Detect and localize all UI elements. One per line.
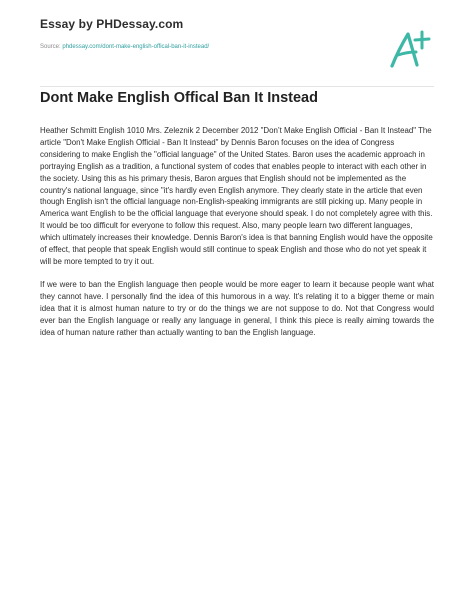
header-divider	[40, 86, 434, 87]
essay-paragraph-2: If we were to ban the English language then people would be more eager to learn it because people want what they cannot have. I personally find the idea of this humorous in a way. It's relating it to a bigger theme or main idea that it is almost human nature to try or do the things we are not suppose to do. Not that Congress would ever ban the English language or really any language in general, I think this piece is really aiming towards the idea of human nature rather than actually wanting to ban the English language.	[40, 279, 434, 337]
source-line	[40, 44, 434, 50]
site-title[interactable]: Essay by PHDessay.com	[40, 17, 184, 31]
document-title: Dont Make English Offical Ban It Instead	[40, 90, 318, 106]
page-header	[40, 17, 434, 50]
essay-body	[40, 125, 434, 349]
source-link[interactable]: phdessay.com/dont-make-english-offical-ban-it-instead/	[62, 44, 210, 50]
a-plus-logo-icon	[386, 28, 434, 70]
source-label: Source:	[40, 44, 63, 50]
essay-paragraph-1: Heather Schmitt English 1010 Mrs. Zeleznik 2 December 2012 "Don’t Make English Official - Ban It Instead" The article "Don't Make English Official - Ban It Instead" by Dennis Baron focuses on the idea of Congress considering to make English the "official language" of the United States. Baron uses the academic approach in portraying English as a tradition, a functional system of codes that enables people to interact with each other in the society. Using this as his primary thesis, Baron argues that English should not be implemented as the country's national language, since "it's hardly even English anymore. They clearly state in the article that even though English isn't the official language non-English-speaking immigrants are still picking up. Many people in America want English to be the official language that everyone should speak. I do not completely agree with this. It would be too difficult for everyone to follow this request. Also, many people learn two different languages, which ultimately increases their knowledge. Dennis Baron's idea is that banning English would have the opposite of effect, that people that speak English would still continue to speak English and those who do not yet speak it will be more tempted to try it out.	[40, 126, 433, 266]
